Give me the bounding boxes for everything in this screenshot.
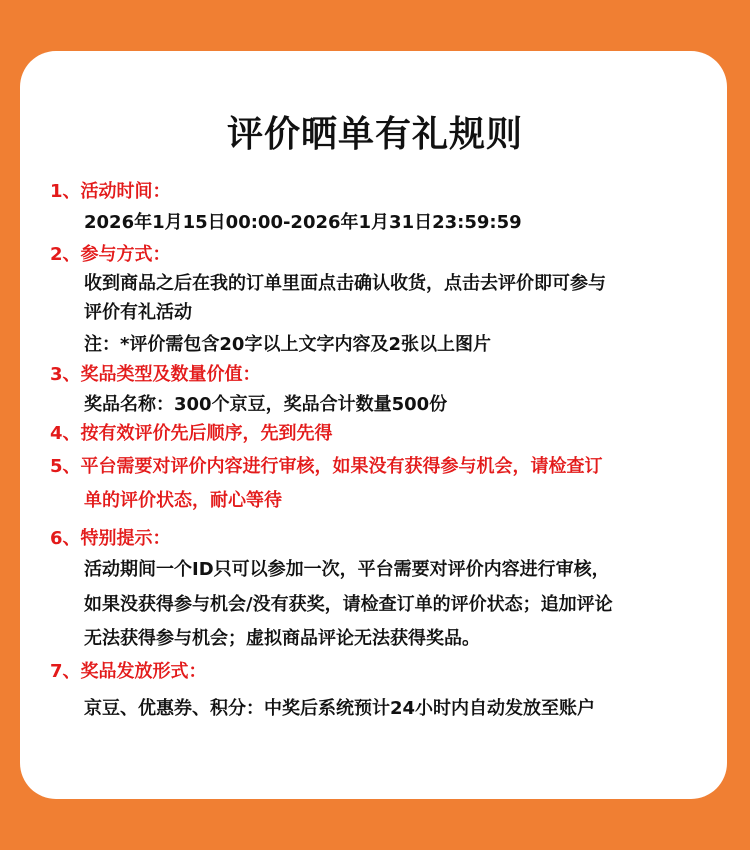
section-6-text-2: 如果没获得参与机会/没有获奖，请检查订单的评价状态；追加评论 (84, 594, 613, 615)
section-6-text-1: 活动期间一个ID只可以参加一次，平台需要对评价内容进行审核， (84, 559, 610, 580)
section-6-heading: 6、特别提示： (50, 528, 171, 549)
section-2-heading: 2、参与方式： (50, 244, 171, 265)
section-3-heading: 3、奖品类型及数量价值： (50, 364, 261, 385)
section-7-text: 京豆、优惠券、积分：中奖后系统预计24小时内自动发放至账户 (84, 698, 596, 719)
page-title: 评价晒单有礼规则 (226, 114, 523, 155)
section-1-text: 2026年1月15日00:00-2026年1月31日23:59:59 (84, 212, 522, 233)
section-3-text: 奖品名称：300个京豆，奖品合计数量500份 (84, 394, 448, 415)
section-4-heading: 4、按有效评价先后顺序，先到先得 (50, 423, 333, 444)
section-2-text-1: 收到商品之后在我的订单里面点击确认收货，点击去评价即可参与 (84, 273, 606, 294)
section-5-text-1: 5、平台需要对评价内容进行审核，如果没有获得参与机会，请检查订 (50, 456, 603, 477)
section-7-heading: 7、奖品发放形式： (50, 661, 207, 682)
section-2-text-2: 评价有礼活动 (84, 302, 192, 323)
section-6-text-3: 无法获得参与机会；虚拟商品评论无法获得奖品。 (84, 628, 480, 649)
section-5-text-2: 单的评价状态，耐心等待 (84, 490, 282, 511)
section-2-note: 注：*评价需包含20字以上文字内容及2张以上图片 (84, 334, 491, 355)
section-1-heading: 1、活动时间： (50, 181, 171, 202)
